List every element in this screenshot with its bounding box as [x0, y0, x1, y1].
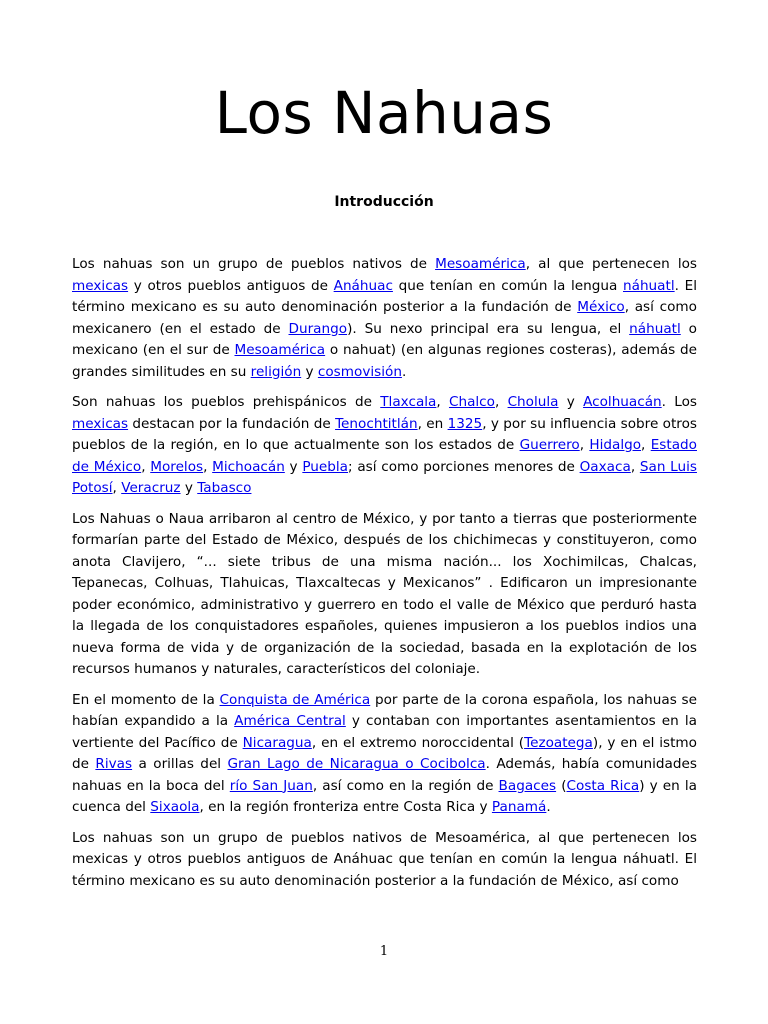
- paragraph-3: Los Nahuas o Naua arribaron al centro de México, y por tanto a tierras que posteriormente formarían parte del Estado de México, después de los chichimecas y constituyeron, como anota Clavijero, “... siete tribus de una misma nación... los Xochimilcas, Chalcas, Tepanecas, Colhuas, Tlahuicas, Tlaxcaltecas y Mexicanos” . Edificaron un impresionante poder económico, administrativo y guerrero en todo el valle de México que perduró hasta la llegada de los conquistadores españoles, quienes impusieron a los pueblos indios una nueva forma de vida y de organización de la sociedad, basada en la explotación de los recursos humanos y naturales, característicos del coloniaje.: [72, 510, 697, 677]
- text-run: que tenían en común la lengua: [392, 277, 623, 294]
- text-run: ,: [494, 394, 508, 410]
- link-tlaxcala[interactable]: Tlaxcala: [380, 394, 437, 410]
- link-nicaragua[interactable]: Nicaragua: [242, 734, 312, 751]
- link-mexicas[interactable]: mexicas: [72, 277, 129, 294]
- link-michoacan[interactable]: Michoacán: [212, 458, 285, 475]
- link-hidalgo[interactable]: Hidalgo: [589, 437, 642, 453]
- link-tabasco[interactable]: Tabasco: [197, 480, 252, 496]
- link-veracruz[interactable]: Veracruz: [121, 480, 181, 496]
- text-run: , en la región fronteriza entre Costa Rica y: [199, 799, 492, 815]
- link-panama[interactable]: Panamá: [491, 799, 547, 815]
- text-run: ), y en el istmo de: [72, 734, 697, 772]
- text-run: por parte de la corona española, los nahuas se habían expandido a la: [72, 691, 697, 729]
- text-run: , al que pertenecen los: [525, 256, 697, 272]
- text-run: Los nahuas son un grupo de pueblos nativos de: [72, 256, 436, 272]
- link-mesoamerica[interactable]: Mesoamérica: [435, 256, 526, 272]
- text-run: a orillas del: [132, 756, 228, 772]
- link-rivas[interactable]: Rivas: [95, 756, 133, 772]
- text-run: . El término mexicano es su auto denominación posterior a la fundación de: [72, 277, 697, 315]
- text-run: , en el extremo noroccidental (: [311, 734, 525, 751]
- text-run: ,: [203, 458, 213, 475]
- link-guerrero[interactable]: Guerrero: [519, 437, 580, 453]
- text-run: , y por su influencia sobre otros pueblos de la región, en lo que actualmente son los estados de: [72, 415, 697, 453]
- text-run: ; así como porciones menores de: [348, 458, 580, 475]
- text-run: ,: [641, 437, 651, 453]
- document-body: [72, 254, 697, 901]
- link-mexico[interactable]: México: [577, 299, 625, 315]
- text-run: .: [546, 799, 551, 815]
- text-run: y: [284, 458, 303, 475]
- link-anahuac[interactable]: Anáhuac: [333, 277, 393, 294]
- link-bagaces[interactable]: Bagaces: [498, 777, 557, 794]
- text-run: y: [558, 394, 584, 410]
- text-run: ). Su nexo principal era su lengua, el: [347, 320, 630, 337]
- text-run: ,: [112, 480, 122, 496]
- text-run: , así como en la región de: [312, 777, 499, 794]
- link-sixaola[interactable]: Sixaola: [150, 799, 200, 815]
- link-chalco[interactable]: Chalco: [448, 394, 495, 410]
- text-run: , así como mexicanero (en el estado de: [72, 299, 697, 337]
- link-acolhuacan[interactable]: Acolhuacán: [583, 394, 662, 410]
- link-mexicas[interactable]: mexicas: [72, 415, 129, 432]
- text-run: y contaban con importantes asentamientos en la vertiente del Pacífico de: [72, 713, 697, 751]
- link-nahuatl[interactable]: náhuatl: [629, 320, 681, 337]
- link-america-central[interactable]: América Central: [234, 713, 346, 729]
- link-rio-san-juan[interactable]: río San Juan: [229, 777, 313, 794]
- link-durango[interactable]: Durango: [288, 320, 348, 337]
- section-heading: Introducción: [334, 194, 434, 210]
- text-run: destacan por la fundación de: [128, 415, 336, 432]
- link-conquista-de-america[interactable]: Conquista de América: [219, 691, 371, 708]
- link-nahuatl[interactable]: náhuatl: [623, 277, 675, 294]
- page-number: 1: [379, 944, 389, 959]
- text-run: o mexicano (en el sur de: [72, 320, 697, 358]
- text-run: y: [301, 363, 318, 380]
- link-mesoamerica[interactable]: Mesoamérica: [234, 342, 326, 358]
- link-cosmovision[interactable]: cosmovisión: [317, 363, 402, 380]
- link-religion[interactable]: religión: [250, 363, 302, 380]
- link-gran-lago-de-nicaragua[interactable]: Gran Lago de Nicaragua o Cocibolca: [227, 756, 486, 772]
- text-run: .: [401, 363, 407, 380]
- link-oaxaca[interactable]: Oaxaca: [579, 458, 631, 475]
- text-run: , en: [417, 415, 448, 432]
- paragraph-5: Los nahuas son un grupo de pueblos nativos de Mesoamérica, al que pertenecen los mexicas y otros pueblos antiguos de Anáhuac que tenían en común la lengua náhuatl. El término mexicano es su auto denominación posterior a la fundación de México, así como: [72, 829, 697, 889]
- link-morelos[interactable]: Morelos: [150, 458, 204, 475]
- document-title: Los Nahuas: [214, 79, 554, 147]
- paragraph-1: [72, 254, 697, 383]
- text-run: ,: [579, 437, 590, 453]
- link-san-luis-potosi[interactable]: San Luis Potosí: [72, 458, 697, 496]
- text-run: Son nahuas los pueblos prehispánicos de: [72, 394, 381, 410]
- text-run: ,: [630, 458, 640, 475]
- text-run: (: [556, 777, 567, 794]
- link-puebla[interactable]: Puebla: [302, 458, 349, 475]
- link-tezoatega[interactable]: Tezoatega: [524, 734, 593, 751]
- text-run: En el momento de la: [72, 691, 220, 708]
- link-cholula[interactable]: Cholula: [507, 394, 559, 410]
- paragraph-4: [72, 690, 697, 819]
- text-run: ,: [141, 458, 151, 475]
- text-run: ,: [436, 394, 449, 410]
- paragraph-2: [72, 392, 697, 500]
- text-run: . Además, había comunidades nahuas en la boca del: [72, 756, 697, 794]
- text-run: y otros pueblos antiguos de: [128, 277, 334, 294]
- text-run: . Los: [661, 394, 697, 410]
- link-estado-de-mexico[interactable]: Estado de México: [72, 437, 697, 475]
- text-run: o nahuat) (en algunas regiones costeras), además de grandes similitudes en su: [72, 342, 698, 380]
- link-tenochtitlan[interactable]: Tenochtitlán: [335, 415, 418, 432]
- text-run: y: [180, 480, 198, 496]
- link-costa-rica[interactable]: Costa Rica: [566, 777, 640, 794]
- text-run: ) y en la cuenca del: [72, 777, 697, 815]
- link-1325[interactable]: 1325: [447, 415, 483, 432]
